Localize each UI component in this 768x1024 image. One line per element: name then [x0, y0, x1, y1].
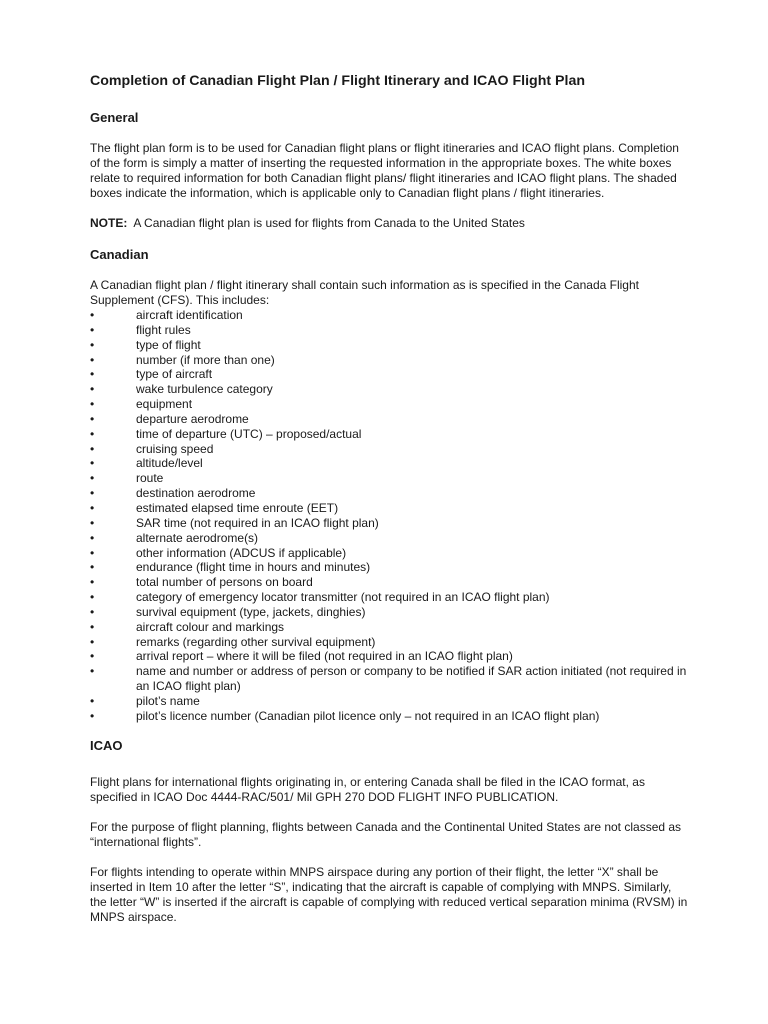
list-item-text: survival equipment (type, jackets, dinghies) — [136, 604, 366, 619]
icao-paragraph: Flight plans for international flights originating in, or entering Canada shall be filed in the ICAO format, as specified in ICAO Doc 4444-RAC/501/ Mil GPH 270 DOD FLIGHT INFO PUBLICATION. — [90, 774, 645, 804]
list-item-text: wake turbulence category — [136, 382, 273, 397]
list-item-text: SAR time (not required in an ICAO flight plan) — [136, 515, 379, 530]
list-item-text: flight rules — [136, 322, 191, 337]
bullet-icon: • — [90, 471, 95, 486]
bullet-icon: • — [90, 352, 95, 367]
bullet-icon: • — [90, 308, 95, 322]
bullet-icon: • — [90, 649, 95, 664]
list-item-text: endurance (flight time in hours and minutes) — [136, 560, 371, 575]
list-item — [90, 338, 690, 353]
general-heading: General — [90, 110, 139, 125]
bullet-icon: • — [90, 708, 95, 723]
list-item — [90, 620, 690, 635]
bullet-icon: • — [90, 367, 95, 382]
bullet-icon: • — [90, 619, 95, 634]
list-item-text: other information (ADCUS if applicable) — [136, 545, 347, 560]
list-item-text: remarks (regarding other survival equipment) — [136, 634, 376, 649]
icao-paragraph: For the purpose of flight planning, flights between Canada and the Continental United States are not classed as “international flights”. — [90, 819, 682, 849]
list-item — [90, 664, 690, 694]
list-item-text: altitude/level — [136, 456, 203, 471]
list-item-text: aircraft colour and markings — [136, 619, 285, 634]
list-item — [90, 694, 690, 709]
general-paragraph: The flight plan form is to be used for Canadian flight plans or flight itineraries and ICAO flight plans. Completion of the form is simply a matter of inserting the requested information in the appropriate boxes. The white boxes relate to required information for both Canadian flight plans/ flight itineraries and ICAO flight plans. The shaded boxes indicate the information, which is applicable only to Canadian flight plans / flight itineraries. — [90, 141, 679, 200]
list-item — [90, 442, 690, 457]
bullet-icon: • — [90, 441, 95, 456]
list-item — [90, 590, 690, 605]
icao-heading: ICAO — [90, 737, 123, 753]
list-item-text: route — [136, 471, 164, 486]
list-item-text: category of emergency locator transmitter (not required in an ICAO flight plan) — [136, 590, 550, 605]
canadian-requirements-list — [90, 308, 690, 724]
icao-paragraph: For flights intending to operate within MNPS airspace during any portion of their flight, the letter “X” shall be inserted in Item 10 after the letter “S”, indicating that the aircraft is capable of complying with MNPS. Similarly, the letter “W” is inserted if the aircraft is capable of complying with reduced vertical separation minima (RVSM) in MNPS airspace. — [90, 864, 688, 924]
list-item-text: estimated elapsed time enroute (EET) — [136, 500, 339, 515]
list-item-text: time of departure (UTC) – proposed/actual — [136, 426, 362, 441]
list-item-text: alternate aerodrome(s) — [136, 530, 259, 545]
canadian-heading: Canadian — [90, 247, 149, 262]
list-item-text: number (if more than one) — [136, 352, 275, 367]
bullet-icon: • — [90, 337, 95, 352]
list-item — [90, 486, 690, 501]
bullet-icon: • — [90, 500, 95, 515]
list-item — [90, 575, 690, 590]
list-item — [90, 516, 690, 531]
list-item-text: total number of persons on board — [136, 575, 313, 590]
bullet-icon: • — [90, 545, 95, 560]
list-item — [90, 382, 690, 397]
bullet-icon: • — [90, 664, 95, 679]
note-text: A Canadian flight plan is used for flights from Canada to the United States — [133, 216, 525, 230]
bullet-icon: • — [90, 515, 95, 530]
list-item-text: cruising speed — [136, 441, 214, 456]
list-item — [90, 397, 690, 412]
list-item — [90, 635, 690, 650]
bullet-icon: • — [90, 382, 95, 397]
list-item-text: destination aerodrome — [136, 486, 256, 501]
list-item-text: equipment — [136, 397, 193, 412]
list-item — [90, 323, 690, 338]
list-item — [90, 353, 690, 368]
list-item-text: pilot’s licence number (Canadian pilot licence only – not required in an ICAO flight plan) — [136, 708, 600, 723]
list-item-text: pilot’s name — [136, 693, 200, 708]
bullet-icon: • — [90, 693, 95, 708]
bullet-icon: • — [90, 634, 95, 649]
note-label: NOTE: — [90, 216, 128, 230]
list-item — [90, 308, 690, 323]
document-page — [90, 72, 690, 925]
list-item — [90, 531, 690, 546]
list-item — [90, 605, 690, 620]
list-item — [90, 649, 690, 664]
bullet-icon: • — [90, 575, 95, 590]
list-item — [90, 546, 690, 561]
list-item-text: type of flight — [136, 337, 201, 352]
bullet-icon: • — [90, 486, 95, 501]
list-item — [90, 456, 690, 471]
bullet-icon: • — [90, 530, 95, 545]
list-item-text: arrival report – where it will be filed (not required in an ICAO flight plan) — [136, 649, 513, 664]
list-item-text: type of aircraft — [136, 367, 213, 382]
document-title: Completion of Canadian Flight Plan / Flight Itinerary and ICAO Flight Plan — [90, 73, 585, 89]
bullet-icon: • — [90, 426, 95, 441]
list-item — [90, 427, 690, 442]
list-item — [90, 412, 690, 427]
bullet-icon: • — [90, 411, 95, 426]
note — [90, 216, 690, 231]
list-item — [90, 501, 690, 516]
bullet-icon: • — [90, 456, 95, 471]
list-item — [90, 560, 690, 575]
list-item-text: aircraft identification — [136, 308, 243, 322]
canadian-intro: A Canadian flight plan / flight itinerary shall contain such information as is specified in the Canada Flight Supplement (CFS). This includes: — [90, 278, 639, 307]
bullet-icon: • — [90, 590, 95, 605]
list-item — [90, 367, 690, 382]
list-item — [90, 709, 690, 724]
list-item — [90, 471, 690, 486]
bullet-icon: • — [90, 560, 95, 575]
list-item-text: name and number or address of person or company to be notified if SAR action initiated (not required in an ICAO flight plan) — [136, 664, 687, 694]
bullet-icon: • — [90, 322, 95, 337]
bullet-icon: • — [90, 604, 95, 619]
list-item-text: departure aerodrome — [136, 411, 249, 426]
bullet-icon: • — [90, 397, 95, 412]
